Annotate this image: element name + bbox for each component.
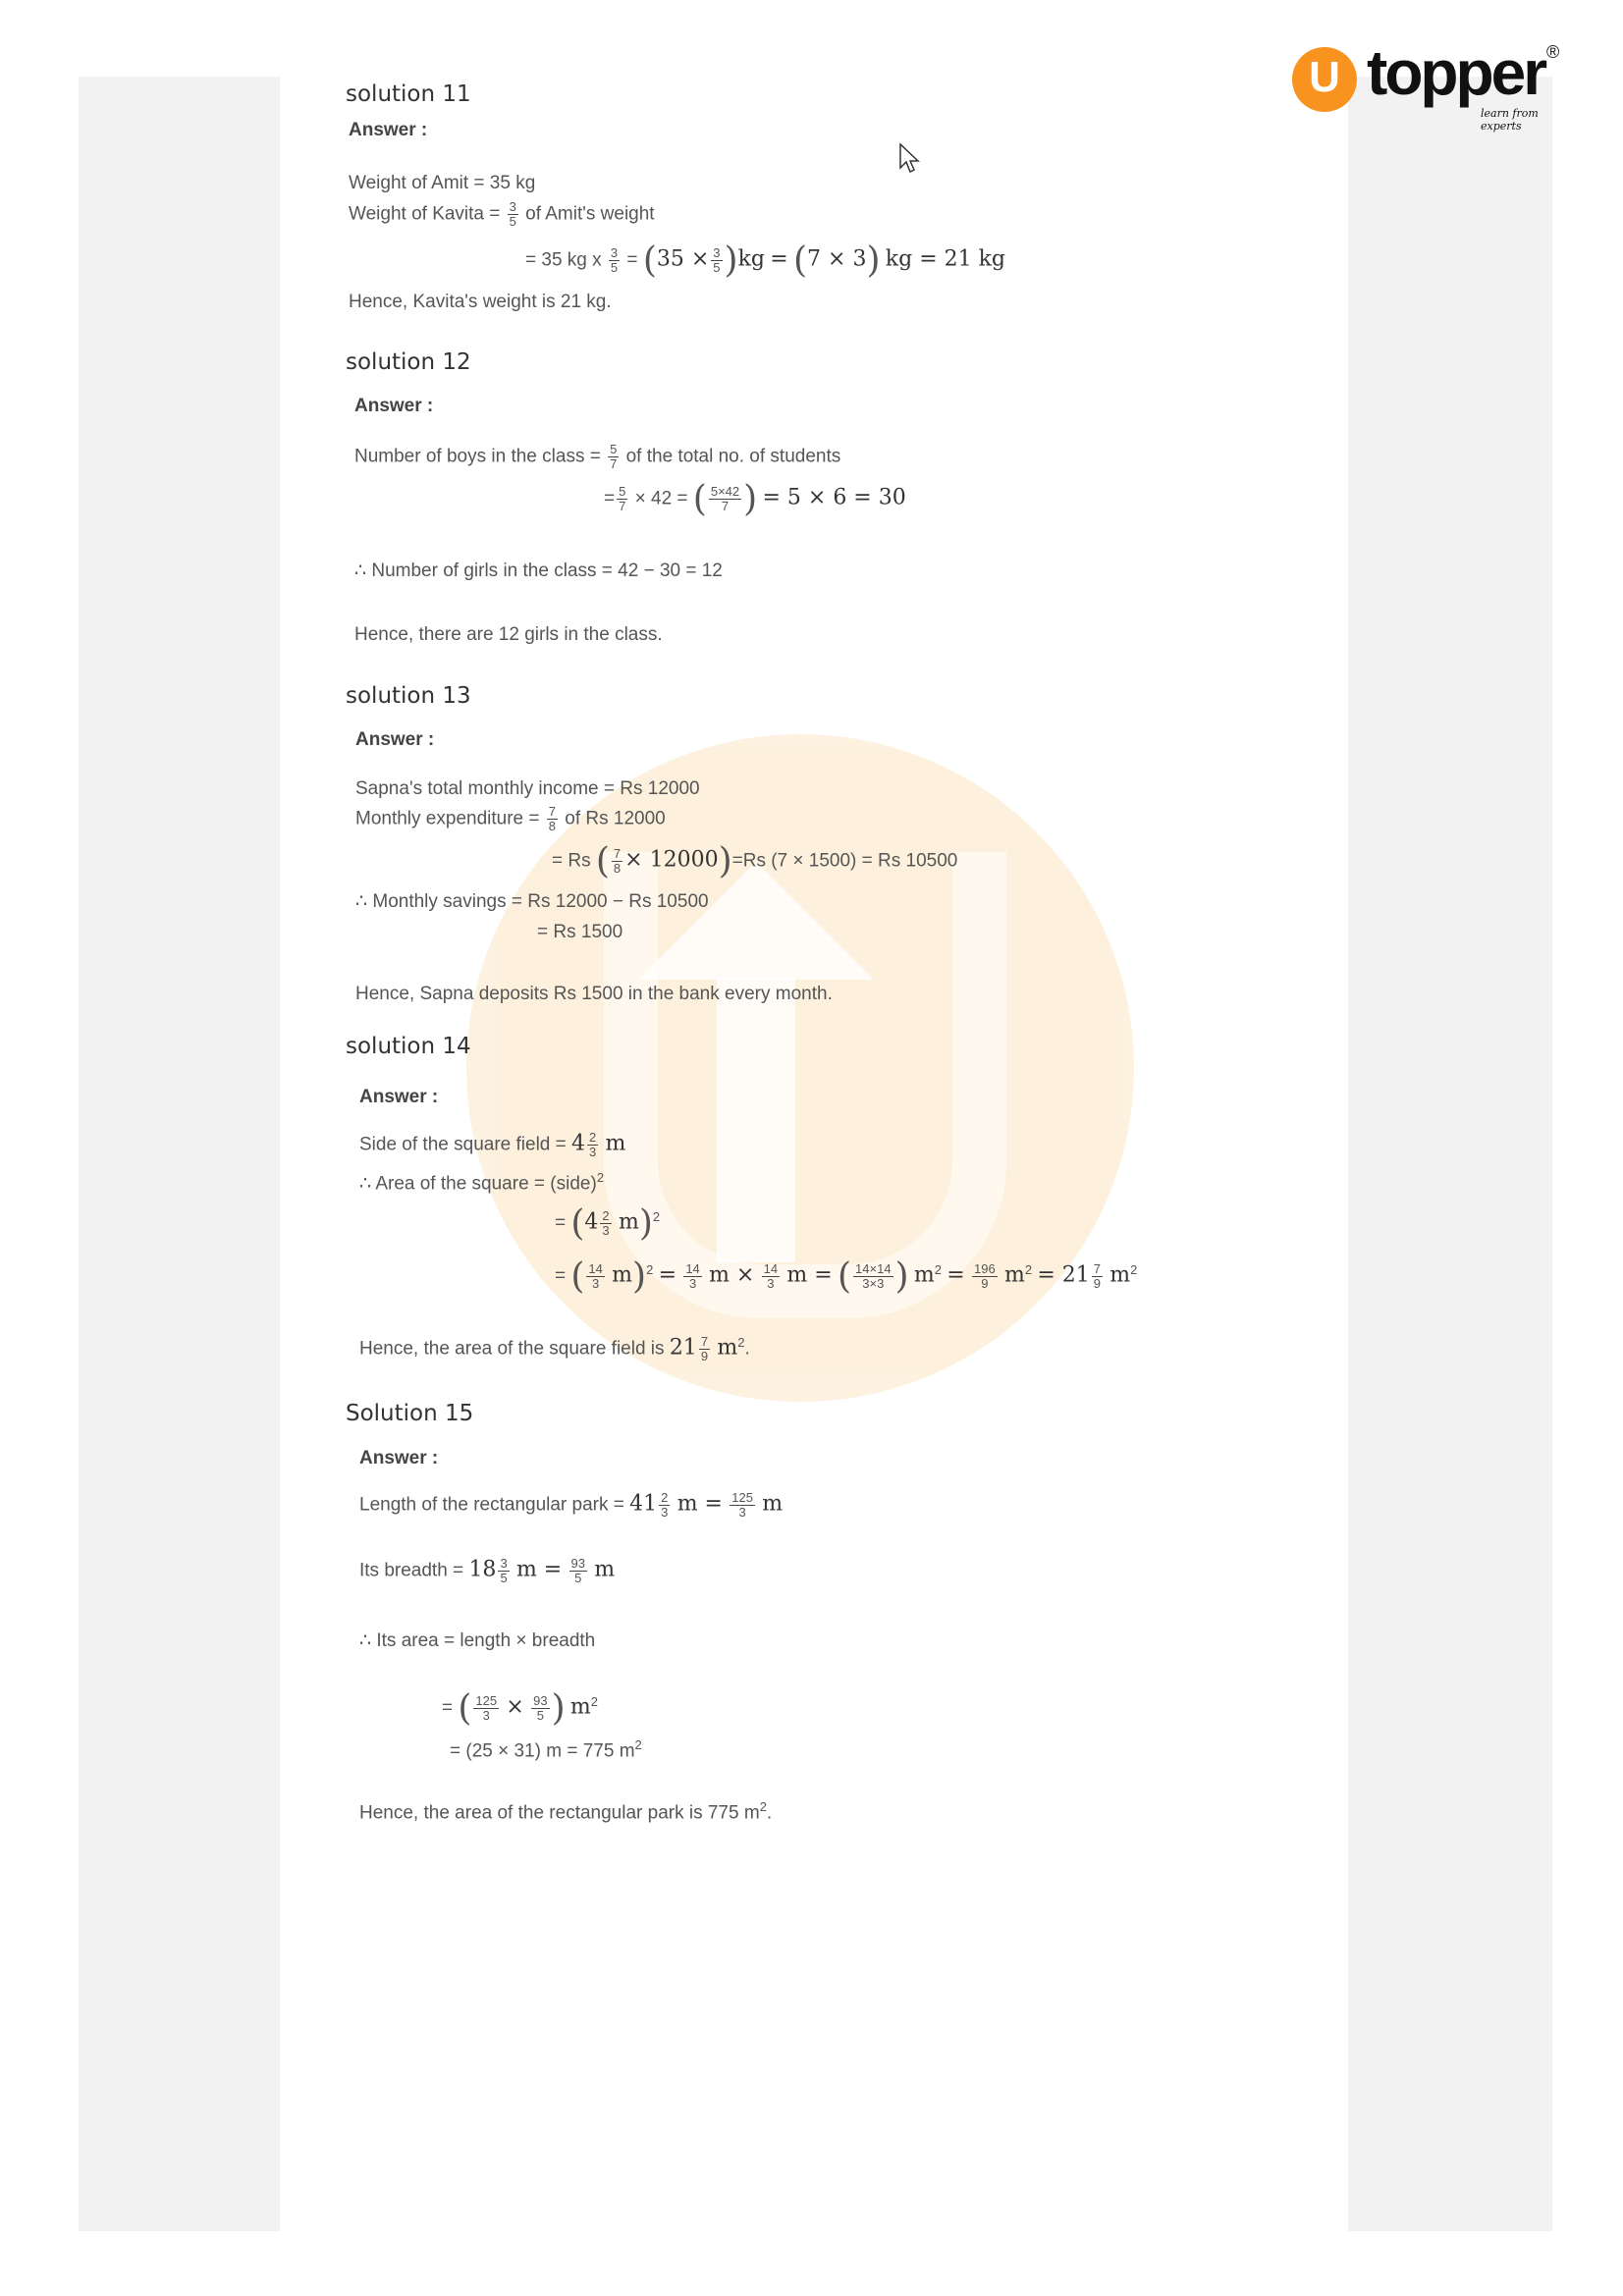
paren-open: ( xyxy=(792,240,808,281)
s15-l2-eq: m = xyxy=(515,1557,563,1582)
page-margin-right xyxy=(1348,77,1552,2231)
watermark-arrow-stem xyxy=(717,978,795,1262)
watermark-logo xyxy=(466,734,1134,1402)
registered-mark: ® xyxy=(1546,42,1560,62)
superscript: 2 xyxy=(934,1262,942,1278)
s14-l4-times: m × xyxy=(709,1262,755,1288)
solution-15-answer-label: Answer : xyxy=(359,1448,439,1468)
s13-l3-result: =Rs (7 × 1500) = Rs 10500 xyxy=(731,850,958,872)
s15-l1-whole: 41 xyxy=(629,1491,658,1517)
s14-l1-unit: m xyxy=(605,1131,626,1156)
s14-l1-whole: 4 xyxy=(571,1131,586,1156)
s11-l3-math: 35 × xyxy=(656,246,710,272)
period: . xyxy=(766,1802,773,1824)
s12-l2-result: = 5 × 6 = 30 xyxy=(762,485,906,510)
s14-l4-eq3: m = xyxy=(786,1262,833,1288)
s11-line-3 xyxy=(525,240,1005,281)
s11-l3-result: kg = 21 kg xyxy=(885,246,1006,272)
solution-11-answer-label: Answer : xyxy=(349,120,428,140)
s13-conclusion: Hence, Sapna deposits Rs 1500 in the bank every month. xyxy=(355,984,833,1004)
s11-l2-tail: of Amit's weight xyxy=(519,203,655,225)
unit-m: m xyxy=(762,1491,784,1517)
s12-line-2 xyxy=(604,479,906,519)
s15-l6-text: Hence, the area of the rectangular park is 775 m xyxy=(359,1802,760,1824)
fraction: $\frac{5}{7}$ xyxy=(619,484,626,513)
s14-line-2 xyxy=(359,1170,604,1195)
unit-m: m xyxy=(717,1335,738,1361)
paren-close: ) xyxy=(866,240,881,281)
paren-open: ( xyxy=(837,1256,852,1297)
fraction: $\frac{3}{5}$ xyxy=(610,245,619,275)
fraction: $\frac{93}{5}$ xyxy=(570,1556,585,1585)
superscript: 2 xyxy=(1130,1262,1138,1278)
solution-13-answer-label: Answer : xyxy=(355,729,435,750)
paren-open: ( xyxy=(570,1256,585,1297)
paren-open: ( xyxy=(692,479,707,519)
solution-13-title: solution 13 xyxy=(346,683,471,709)
s14-l4-eq2: = xyxy=(658,1262,677,1288)
logo-icon: U xyxy=(1292,47,1357,112)
s12-l2-text: × 42 = xyxy=(629,488,693,509)
page-margin-left xyxy=(79,77,280,2231)
s15-l4-eq: = xyxy=(442,1697,459,1719)
paren-open: ( xyxy=(570,1203,585,1244)
fraction: $\frac{7}{8}$ xyxy=(548,804,556,833)
s15-l2-text: Its breadth = xyxy=(359,1560,469,1581)
solution-14-title: solution 14 xyxy=(346,1034,471,1059)
s11-l2-text: Weight of Kavita = xyxy=(349,203,506,225)
s13-l3-text: = Rs xyxy=(552,850,596,872)
s13-l3-math: × 12000 xyxy=(624,847,719,873)
s14-line-3 xyxy=(555,1203,660,1244)
logo-tagline: learn from experts xyxy=(1481,107,1539,133)
s14-l3-whole: 4 xyxy=(584,1209,599,1235)
fraction: $\frac{93}{5}$ xyxy=(533,1693,548,1723)
superscript: 2 xyxy=(759,1799,767,1814)
superscript: 2 xyxy=(1024,1262,1033,1278)
s13-line-3 xyxy=(552,841,957,881)
unit-m: m xyxy=(612,1262,633,1288)
s14-line-1 xyxy=(359,1131,625,1159)
s12-l1-text: Number of boys in the class = xyxy=(354,446,607,467)
s15-conclusion xyxy=(359,1799,772,1824)
s15-line-5 xyxy=(450,1737,642,1762)
fraction: $\frac{14}{3}$ xyxy=(685,1261,700,1291)
fraction: $\frac{125}{3}$ xyxy=(731,1490,753,1520)
paren-close: ) xyxy=(724,240,738,281)
superscript: 2 xyxy=(737,1335,745,1351)
fraction: $\frac{2}{3}$ xyxy=(602,1208,610,1238)
s15-l1-text: Length of the rectangular park = xyxy=(359,1494,630,1516)
s11-line-2 xyxy=(349,200,655,229)
paren-open: ( xyxy=(642,240,657,281)
fraction: $\frac{125}{3}$ xyxy=(475,1693,498,1723)
s11-l3-eq: = xyxy=(622,249,643,271)
fraction: $\frac{5\times 42}{7}$ xyxy=(710,484,740,513)
s11-l3-unit: kg xyxy=(737,246,765,272)
s13-line-1: Sapna's total monthly income = Rs 12000 xyxy=(355,778,700,799)
paren-open: ( xyxy=(595,841,610,881)
fraction: $\frac{3}{5}$ xyxy=(500,1556,508,1585)
s15-line-3: ∴ Its area = length × breadth xyxy=(359,1630,596,1651)
s12-line-3: ∴ Number of girls in the class = 42 − 30 = 12 xyxy=(354,561,723,581)
unit-m: m xyxy=(913,1262,935,1288)
s15-l2-whole: 18 xyxy=(468,1557,497,1582)
s13-line-4: ∴ Monthly savings = Rs 12000 − Rs 10500 xyxy=(355,891,709,912)
superscript: 2 xyxy=(646,1262,654,1278)
period: . xyxy=(744,1338,750,1360)
s11-l3-eq2: = xyxy=(770,246,788,272)
superscript: 2 xyxy=(596,1170,605,1185)
solution-12-answer-label: Answer : xyxy=(354,396,434,416)
solution-12-title: solution 12 xyxy=(346,349,471,375)
times: × xyxy=(506,1694,524,1720)
s12-l2-eq: = xyxy=(604,488,616,509)
paren-close: ) xyxy=(551,1688,566,1729)
s14-l2-text: ∴ Area of the square = (side) xyxy=(359,1173,597,1195)
fraction: $\frac{14\times 14}{3\times 3}$ xyxy=(855,1261,892,1291)
fraction: $\frac{3}{5}$ xyxy=(713,245,721,275)
superscript: 2 xyxy=(652,1209,661,1225)
s12-line-1 xyxy=(354,443,840,471)
paren-close: ) xyxy=(718,841,732,881)
unit-m: m xyxy=(569,1694,591,1720)
mouse-cursor-icon xyxy=(898,142,922,176)
fraction: $\frac{7}{8}$ xyxy=(613,846,622,876)
fraction: $\frac{7}{9}$ xyxy=(1093,1261,1102,1291)
fraction: $\frac{7}{9}$ xyxy=(700,1334,709,1363)
s12-l1-tail: of the total no. of students xyxy=(621,446,841,467)
superscript: 2 xyxy=(590,1694,599,1710)
paren-close: ) xyxy=(638,1203,653,1244)
fraction: $\frac{3}{5}$ xyxy=(509,199,516,229)
brand-logo[interactable] xyxy=(1286,37,1571,133)
s13-l2-tail: of Rs 12000 xyxy=(560,808,666,829)
s15-line-4 xyxy=(442,1688,598,1729)
unit-m: m xyxy=(1109,1262,1131,1288)
fraction: $\frac{5}{7}$ xyxy=(610,442,618,471)
s14-l4-whole: = 21 xyxy=(1037,1262,1090,1288)
s15-line-2 xyxy=(359,1557,615,1585)
fraction: $\frac{2}{3}$ xyxy=(589,1130,597,1159)
s14-l4-eq4: = xyxy=(947,1262,965,1288)
fraction: $\frac{14}{3}$ xyxy=(588,1261,603,1291)
superscript: 2 xyxy=(634,1737,642,1752)
s11-l3-text: = 35 kg x xyxy=(525,249,607,271)
fraction: $\frac{196}{9}$ xyxy=(973,1261,996,1291)
s13-line-2 xyxy=(355,805,666,833)
s13-l2-text: Monthly expenditure = xyxy=(355,808,545,829)
solution-11-title: solution 11 xyxy=(346,81,471,107)
fraction: $\frac{14}{3}$ xyxy=(763,1261,779,1291)
logo-wordmark: topper xyxy=(1367,37,1545,108)
unit-m: m xyxy=(1003,1262,1025,1288)
s14-l3-eq: = xyxy=(555,1212,571,1234)
solution-14-answer-label: Answer : xyxy=(359,1087,439,1107)
s11-line-1: Weight of Amit = 35 kg xyxy=(349,173,536,193)
s14-line-4 xyxy=(555,1256,1137,1297)
solution-15-title: Solution 15 xyxy=(346,1401,474,1426)
fraction: $\frac{2}{3}$ xyxy=(661,1490,669,1520)
s11-conclusion: Hence, Kavita's weight is 21 kg. xyxy=(349,292,612,312)
paren-close: ) xyxy=(632,1256,647,1297)
s15-l1-eq: m = xyxy=(676,1491,723,1517)
s11-l3-math2: 7 × 3 xyxy=(807,246,867,272)
s14-l4-eq: = xyxy=(555,1265,571,1287)
s15-line-1 xyxy=(359,1491,783,1520)
paren-close: ) xyxy=(894,1256,909,1297)
paren-open: ( xyxy=(458,1688,472,1729)
s13-line-5: = Rs 1500 xyxy=(537,922,623,942)
paren-close: ) xyxy=(743,479,758,519)
s14-l3-unit: m xyxy=(618,1209,639,1235)
unit-m: m xyxy=(594,1557,616,1582)
s14-l5-text: Hence, the area of the square field is xyxy=(359,1338,670,1360)
s14-l1-text: Side of the square field = xyxy=(359,1134,572,1155)
s12-conclusion: Hence, there are 12 girls in the class. xyxy=(354,624,663,645)
s14-conclusion xyxy=(359,1335,750,1363)
s14-l5-whole: 21 xyxy=(669,1335,697,1361)
s15-l5-text: = (25 × 31) m = 775 m xyxy=(450,1740,635,1762)
